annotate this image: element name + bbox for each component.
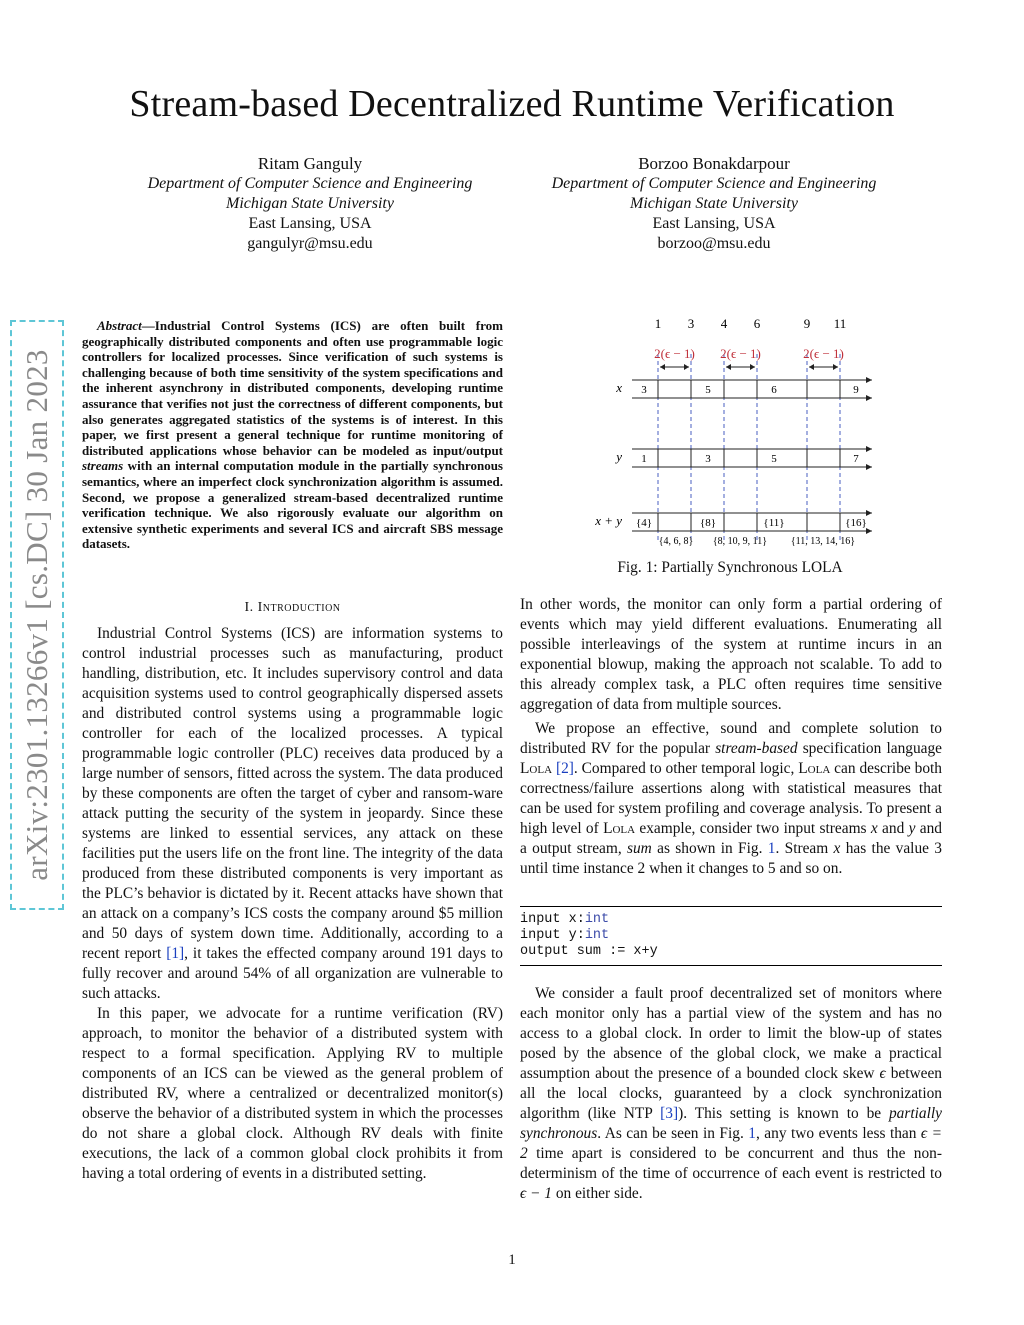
code-listing <box>520 906 942 966</box>
citation-link[interactable]: [3] <box>660 1105 679 1122</box>
arrow-head <box>866 446 872 452</box>
abstract <box>82 318 503 552</box>
arrow-head <box>866 528 872 534</box>
row-y-value: 7 <box>853 453 859 465</box>
time-label: 11 <box>833 316 847 331</box>
code-keyword: int <box>584 928 610 943</box>
text: . As can be seen in Fig. <box>597 1125 749 1142</box>
arrow-head <box>833 364 838 370</box>
row-x-value: 3 <box>641 384 647 396</box>
time-label: 3 <box>687 316 695 331</box>
right-paragraph-1: In other words, the monitor can only form a partial ordering of events which may yield different evaluations. Enumerating all possible interleavings of the system at runtime incurs in an exponential blowup, making the approach not scalable. To add to this already complex task, a PLC often requires time sensitive aggregation of data from multiple sources. <box>520 596 942 713</box>
figure-link[interactable]: 1 <box>748 1125 756 1142</box>
math-var: x <box>833 840 841 857</box>
abstract-em: streams <box>82 458 124 474</box>
right-paragraph-2 <box>520 719 942 879</box>
author-email[interactable]: borzoo@msu.edu <box>657 235 771 252</box>
author-univ: Michigan State University <box>226 195 394 212</box>
arrow-head <box>866 377 872 383</box>
section-heading: I. Introduction <box>244 600 341 615</box>
paper-title: Stream-based Decentralized Runtime Verification <box>129 83 895 125</box>
time-label: 1 <box>654 316 662 331</box>
text: between all the local clocks, guaranteed by a clock synchronization algorithm (like NTP <box>520 1065 943 1122</box>
row-y-value: 3 <box>705 453 711 465</box>
code-keyword: int <box>584 912 610 927</box>
arrow-head <box>726 364 731 370</box>
sum-set-label: {11, 13, 14, 16} <box>790 536 856 547</box>
lola-name: Lola <box>520 760 553 777</box>
intro-text: , it takes the effected company around 191 days to fully recover and around 54% of all organization are vulnerable to such attacks. <box>82 945 503 1002</box>
text: ). This setting is known to be <box>678 1105 889 1122</box>
lola-name: Lola <box>798 760 831 777</box>
arrow-head <box>809 364 814 370</box>
author-email[interactable]: gangulyr@msu.edu <box>247 235 373 252</box>
figure-partially-synchronous-lola <box>540 310 920 555</box>
arrow-head <box>684 364 689 370</box>
row-sum-value: {16} <box>845 517 867 529</box>
arrow-head <box>866 510 872 516</box>
text: can describe both correctness/failure assertions along with statistical measures that can be used for system profiling and coverage analysis. To present a high level of <box>520 760 942 837</box>
math-expr: ϵ = 2 <box>520 1125 942 1162</box>
citation-link[interactable]: [1] <box>166 945 185 962</box>
figure-link[interactable]: 1 <box>767 840 776 857</box>
intro-text: Industrial Control Systems (ICS) are information systems to control industrial processes such as manufacturing, product handling, distribution, etc. It includes supervisory control and data acquisition systems used to control geographically dispersed assets and distributed control systems using a programmable logic controller for each of the localized processes. A typical programmable logic controller (PLC) receives data produced by a large number of sensors, fitted across the system. The data produced by these components are often the target of cyber and ransom-ware attack putting the security of the system in jeopardy. Since these systems are linked to essential services, any attack on these facilities put the users life on the front line. The integrity of the data produced from these distributed components is very important as the PLC’s behavior is dictated by it. Recent attacks have shown that an attack on a company’s ICS costs the company around $5 million and 50 days of system down time. Additionally, according to a recent report <box>82 625 503 962</box>
author-block-2 <box>524 154 904 254</box>
arrow-head <box>866 464 872 470</box>
author-block-1 <box>120 154 500 254</box>
right-paragraph-3 <box>520 984 942 1204</box>
text: . Compared to other temporal logic, <box>573 760 799 777</box>
row-sum-value: {4} <box>635 517 653 529</box>
intro-paragraph-2: In this paper, we advocate for a runtime verification (RV) approach, to monitor the behavior of a distributed system with respect to a formal specification. Applying RV to multiple components of an ICS can be viewed as the general problem of distributed RV, where a centralized or decentralized monitor(s) observe the behavior of a distributed system in which the processes do not share a global clock. Although RV deals with finite executions, the lack of a common global clock prohibits it from having a total ordering of events in a distributed setting. <box>82 1005 503 1182</box>
text: on either side. <box>551 1185 643 1202</box>
text: and <box>877 820 909 837</box>
row-label: x <box>616 380 622 395</box>
time-label: 9 <box>803 316 811 331</box>
text: time apart is considered to be concurrent and thus the non-determinism of the time of occurrence of each event is restricted to <box>520 1145 942 1182</box>
author-city: East Lansing, USA <box>652 215 776 232</box>
text: . Stream <box>775 840 834 857</box>
text: We consider a fault proof decentralized set of monitors where each monitor only has a partial view of the system and has no access to a global clock. In order to limit the blow-up of states posed by the absence of the global clock, we make a practical assumption about the presence of a bounded clock skew <box>520 985 942 1082</box>
lola-name: Lola <box>603 820 636 837</box>
figure-caption: Fig. 1: Partially Synchronous LOLA <box>617 559 843 576</box>
text: as shown in Fig. <box>651 840 768 857</box>
author-dept: Department of Computer Science and Engineering <box>551 175 877 192</box>
right-column-body-bottom <box>520 984 942 1204</box>
arrow-head <box>866 395 872 401</box>
text: , any two events less than <box>755 1125 921 1142</box>
row-sum-value: {8} <box>699 517 717 529</box>
code-line <box>520 912 942 928</box>
math-expr: ϵ − 1 <box>520 1185 552 1202</box>
row-x-value: 9 <box>853 384 859 396</box>
text: We propose an effective, sound and complete solution to distributed RV for the popular <box>520 720 942 757</box>
row-label: y <box>616 449 622 464</box>
math-var: x <box>870 820 878 837</box>
arrow-head <box>750 364 755 370</box>
author-name: Borzoo Bonakdarpour <box>638 154 790 173</box>
skew-label: 2(ϵ − 1) <box>720 346 761 361</box>
arxiv-stamp[interactable] <box>10 320 64 910</box>
intro-paragraph-1 <box>82 624 503 1004</box>
sum-set-label: {8, 10, 9, 11} <box>712 536 768 547</box>
row-label: x + y <box>595 513 622 528</box>
sum-set-label: {4, 6, 8} <box>658 536 694 547</box>
skew-label: 2(ϵ − 1) <box>654 346 695 361</box>
row-sum-value: {11} <box>763 517 785 529</box>
time-label: 4 <box>720 316 728 331</box>
left-column-body <box>82 624 503 1184</box>
emphasis: stream-based <box>715 740 798 757</box>
right-column-body-top <box>520 595 942 879</box>
author-dept: Department of Computer Science and Engineering <box>147 175 473 192</box>
row-y-value: 1 <box>641 453 647 465</box>
abstract-tail: with an internal computation module in the partially synchronous semantics, where an imperfect clock synchronization algorithm is assumed. Second, we propose a generalized stream-based decentralized runtime verification technique. We also rigorously evaluate our algorithm on extensive synthetic experiments and several ICS and aircraft SBS message datasets. <box>82 458 503 552</box>
author-name: Ritam Ganguly <box>257 154 363 173</box>
citation-link[interactable]: [2] <box>555 760 574 777</box>
text: and a output stream, <box>520 820 942 857</box>
code-text: input x: <box>520 912 585 927</box>
skew-label: 2(ϵ − 1) <box>803 346 844 361</box>
math-var: y <box>908 820 916 837</box>
arxiv-id: arXiv:2301.13266v1 [cs.DC] 30 Jan 2023 <box>19 349 54 881</box>
time-label: 6 <box>753 316 761 331</box>
author-city: East Lansing, USA <box>248 215 372 232</box>
text: example, consider two input streams <box>635 820 871 837</box>
page-number: 1 <box>508 1252 516 1268</box>
author-univ: Michigan State University <box>630 195 798 212</box>
text: has the value 3 until time instance 2 when it changes to 5 and so on. <box>520 840 942 877</box>
abstract-label: Abstract <box>97 318 142 333</box>
math-var: ϵ <box>879 1065 886 1082</box>
abstract-body: —Industrial Control Systems (ICS) are often built from geographically distributed components and often use programmable logic controllers for localized processes. Since verification of such systems is challenging because of both time sensitivity of the system specifications and the inherent asynchrony in distributed components, developing runtime assurance that verifies not just the correctness of different components, but also generates aggregated statistics of the systems is of interest. In this paper, we first present a general technique for runtime monitoring of distributed applications whose behavior can be modeled as input/output <box>82 318 503 458</box>
arrow-head <box>660 364 665 370</box>
code-text: input y: <box>520 928 585 943</box>
text: specification language <box>797 740 943 757</box>
row-y-value: 5 <box>771 453 777 465</box>
row-x-value: 5 <box>705 384 711 396</box>
emphasis: partially synchronous <box>520 1105 942 1142</box>
code-line <box>520 944 942 960</box>
code-text: output sum := x+y <box>520 944 658 959</box>
row-x-value: 6 <box>771 384 777 396</box>
code-line <box>520 928 942 944</box>
math-var: sum <box>627 840 652 857</box>
